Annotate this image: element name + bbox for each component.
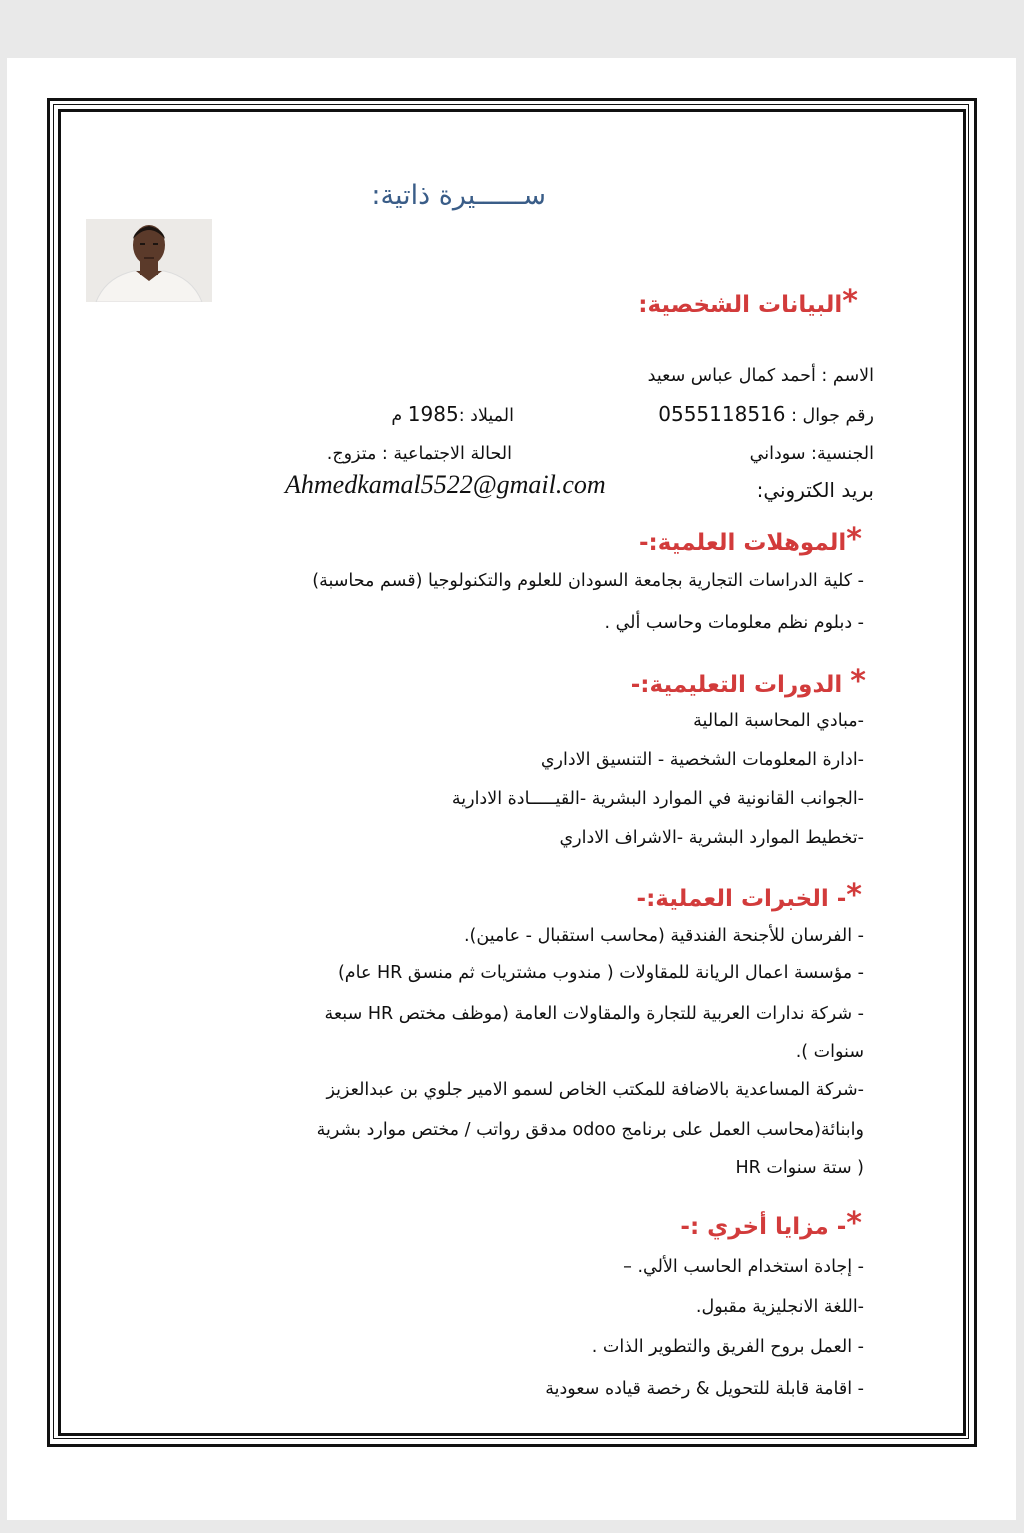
experience-item: سنوات ). bbox=[795, 1042, 864, 1062]
experience-heading: *- الخبرات العملية:- bbox=[636, 878, 862, 913]
course-item: -مبادي المحاسبة المالية bbox=[693, 711, 864, 731]
other-item: - اقامة قابلة للتحويل & رخصة قياده سعودية bbox=[545, 1379, 864, 1399]
other-item: - إجادة استخدام الحاسب الألي. – bbox=[623, 1257, 864, 1277]
heading-star: * bbox=[846, 522, 862, 557]
email-label: بريد الكتروني: bbox=[756, 478, 874, 502]
experience-item: - شركة ندارات العربية للتجارة والمقاولات العامة (موظف مختص HR سبعة bbox=[324, 1004, 864, 1024]
mobile-value: 0555118516 bbox=[658, 402, 786, 426]
birth-suffix: م bbox=[391, 406, 403, 426]
course-item: -تخطيط الموارد البشرية -الاشراف الاداري bbox=[559, 828, 864, 848]
profile-photo bbox=[86, 219, 212, 302]
courses-heading: * الدورات التعليمية:- bbox=[630, 664, 866, 699]
experience-item: -شركة المساعدية بالاضافة للمكتب الخاص لسمو الامير جلوي بن عبدالعزيز bbox=[326, 1080, 864, 1100]
experience-item: - الفرسان للأجنحة الفندقية (محاسب استقبال - عامين). bbox=[463, 926, 864, 946]
experience-item: - مؤسسة اعمال الريانة للمقاولات ( مندوب مشتريات ثم منسق HR عام) bbox=[337, 963, 864, 983]
qualification-item: - كلية الدراسات التجارية بجامعة السودان للعلوم والتكنولوجيا (قسم محاسبة) bbox=[312, 571, 864, 591]
other-item: -اللغة الانجليزية مقبول. bbox=[695, 1297, 864, 1317]
birth-value: 1985 bbox=[407, 402, 459, 426]
mobile-label: رقم جوال : bbox=[791, 406, 874, 426]
heading-star: * bbox=[846, 878, 862, 913]
nationality-line: الجنسية: سوداني bbox=[749, 444, 874, 464]
heading-star: * bbox=[842, 284, 858, 319]
personal-info-heading: *البيانات الشخصية: bbox=[638, 284, 858, 319]
other-item: - العمل بروح الفريق والتطوير الذات . bbox=[591, 1337, 864, 1357]
experience-item: HR ستة سنوات ) bbox=[735, 1158, 864, 1178]
email-value: Ahmedkamal5522@gmail.com bbox=[285, 470, 606, 499]
other-skills-heading: *- مزايا أخري :- bbox=[680, 1206, 862, 1241]
document-title: ســــــيرة ذاتية: bbox=[371, 180, 546, 211]
birth-label: الميلاد : bbox=[458, 406, 514, 426]
marital-status-line: الحالة الاجتماعية : متزوج. bbox=[326, 444, 512, 464]
qualifications-heading: *الموهلات العلمية:- bbox=[639, 522, 862, 557]
experience-item: وابنائة(محاسب العمل على برنامج odoo مدقق رواتب / مختص موارد بشرية bbox=[316, 1120, 864, 1140]
name-line: الاسم : أحمد كمال عباس سعيد bbox=[647, 366, 874, 386]
course-item: -ادارة المعلومات الشخصية - التنسيق الاداري bbox=[540, 750, 864, 770]
birth-line bbox=[391, 402, 514, 426]
heading-star: * bbox=[850, 664, 866, 699]
mobile-line bbox=[658, 402, 874, 426]
course-item: -الجوانب القانونية في الموارد البشرية -القيـــــادة الادارية bbox=[451, 789, 864, 809]
qualification-item: - دبلوم نظم معلومات وحاسب ألي . bbox=[604, 613, 864, 633]
heading-star: * bbox=[846, 1206, 862, 1241]
